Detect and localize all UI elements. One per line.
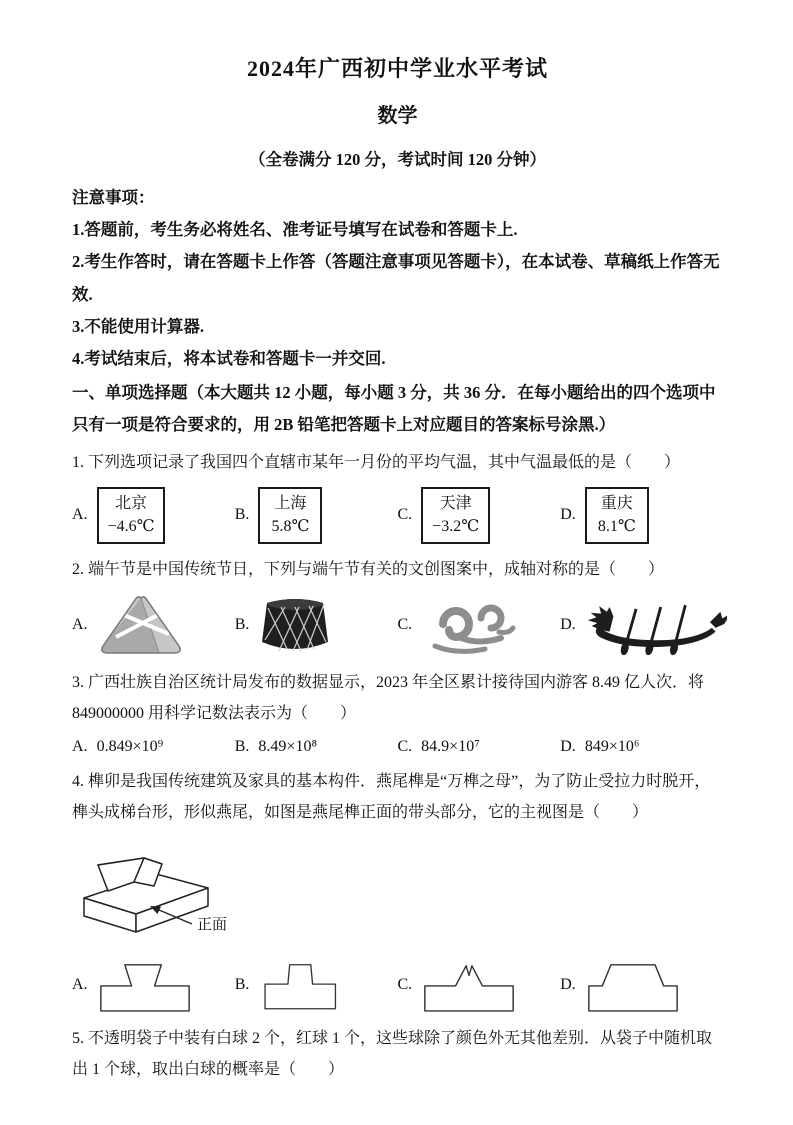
q3-option-d-value: 849×10⁶ — [584, 737, 640, 755]
question-2-text: 2. 端午节是中国传统节日，下列与端午节有关的文创图案中，成轴对称的是（ ） — [72, 560, 665, 578]
exam-notes — [72, 182, 723, 375]
q1-option-b-label: B. — [234, 506, 250, 524]
exam-title: 2024年广西初中学业水平考试 — [246, 56, 548, 81]
question-1-text: 1. 下列选项记录了我国四个直辖市某年一月份的平均气温，其中气温最低的是（ ） — [72, 454, 681, 472]
q1-option-c-label: C. — [397, 506, 413, 524]
city-temperature: 8.1℃ — [597, 517, 636, 535]
q3-option-d — [560, 738, 723, 756]
city-temperature: 5.8℃ — [271, 517, 310, 535]
notes-heading: 注意事项： — [72, 188, 155, 207]
q2-option-b-label: B. — [234, 616, 250, 634]
dovetail-3d-figure — [74, 832, 723, 949]
question-4-text: 4. 榫卯是我国传统建筑及家具的基本构件．燕尾榫是“万榫之母”，为了防止受拉力时脱开，榫头成梯台形，形似燕尾，如图是燕尾榫正面的带头部分，它的主视图是（ ） — [72, 772, 711, 821]
q1-option-d — [560, 487, 723, 544]
question-5-text: 5. 不透明袋子中装有白球 2 个，红球 1 个，这些球除了颜色外无其他差别．从袋子中随机取出 1 个球，取出白球的概率是（ ） — [72, 1029, 713, 1079]
dovetail-front-view-shape — [97, 957, 193, 1013]
q4-option-a-label: A. — [72, 975, 88, 993]
dovetail-3d-drawing — [74, 832, 284, 944]
city-temperature: −3.2℃ — [432, 517, 480, 535]
q3-option-c-label: C. — [397, 737, 413, 755]
tianjin-temperature-card — [421, 487, 490, 544]
zongzi-icon — [97, 594, 185, 656]
question-4-options — [72, 957, 723, 1013]
exam-info-line: （全卷满分 120 分，考试时间 120 分钟） — [249, 150, 546, 169]
drum-icon — [258, 594, 332, 656]
question-3-options — [72, 738, 723, 756]
straight-tenon-front-view-shape — [258, 957, 346, 1013]
q1-option-c — [398, 487, 561, 544]
city-name: 天津 — [439, 494, 472, 512]
q3-option-c-value: 84.9×10⁷ — [421, 737, 480, 755]
q3-option-b-value: 8.49×10⁸ — [258, 737, 318, 755]
exam-subject: 数学 — [377, 105, 418, 127]
dragon-boat-icon — [585, 593, 727, 657]
question-2-options — [72, 593, 723, 657]
question-1-options — [72, 487, 723, 544]
q1-option-d-label: D. — [560, 506, 576, 524]
q3-option-a-label: A. — [72, 737, 88, 755]
q4-option-d-label: D. — [560, 975, 576, 993]
note-item-4: 4.考试结束后，将本试卷和答题卡一并交回. — [72, 348, 386, 368]
q4-option-a — [72, 957, 235, 1013]
city-name: 重庆 — [600, 494, 633, 512]
note-item-1: 1.答题前，考生务必将姓名、准考证号填写在试卷和答题卡上. — [72, 220, 518, 240]
q3-option-b-label: B. — [234, 737, 250, 755]
q4-option-d — [560, 957, 723, 1013]
note-item-2: 2.考生作答时，请在答题卡上作答（答题注意事项见答题卡），在本试卷、草稿纸上作答无效. — [72, 252, 720, 304]
wide-trapezoid-front-view-shape — [585, 957, 681, 1013]
q2-option-b — [235, 594, 398, 656]
q2-option-a-label: A. — [72, 616, 88, 634]
q3-option-a-value: 0.849×10⁹ — [96, 737, 164, 755]
city-temperature: −4.6℃ — [107, 517, 155, 535]
beijing-temperature-card — [97, 487, 166, 544]
q4-option-b-label: B. — [234, 975, 250, 993]
q3-option-b — [235, 738, 398, 756]
city-name: 北京 — [115, 494, 148, 512]
q1-option-a — [72, 487, 235, 544]
q2-option-d — [560, 593, 723, 657]
shanghai-temperature-card — [258, 487, 322, 544]
q2-option-c-label: C. — [397, 616, 413, 634]
notched-peak-front-view-shape — [421, 957, 517, 1013]
q2-option-c — [398, 594, 561, 656]
city-name: 上海 — [274, 494, 307, 512]
section-one-heading: 一、单项选择题（本大题共 12 小题，每小题 3 分，共 36 分．在每小题给出的四个选项中只有一项是符合要求的，用 2B 铅笔把答题卡上对应题目的答案标号涂黑.） — [72, 383, 716, 435]
q4-option-b — [235, 957, 398, 1013]
chongqing-temperature-card — [585, 487, 649, 544]
q4-option-c-label: C. — [397, 975, 413, 993]
note-item-3: 3.不能使用计算器. — [72, 316, 204, 336]
q2-option-a — [72, 594, 235, 656]
q4-option-c — [398, 957, 561, 1013]
q2-option-d-label: D. — [560, 616, 576, 634]
q3-option-d-label: D. — [560, 737, 576, 755]
question-3-text: 3. 广西壮族自治区统计局发布的数据显示，2023 年全区累计接待国内游客 8.49 亿人次．将 849000000 用科学记数法表示为（ ） — [72, 674, 705, 723]
q1-option-b — [235, 487, 398, 544]
q1-option-a-label: A. — [72, 506, 88, 524]
front-view-label: 正面 — [197, 916, 228, 933]
q3-option-c — [398, 738, 561, 756]
q3-option-a — [72, 738, 235, 756]
auspicious-clouds-icon — [421, 594, 517, 656]
